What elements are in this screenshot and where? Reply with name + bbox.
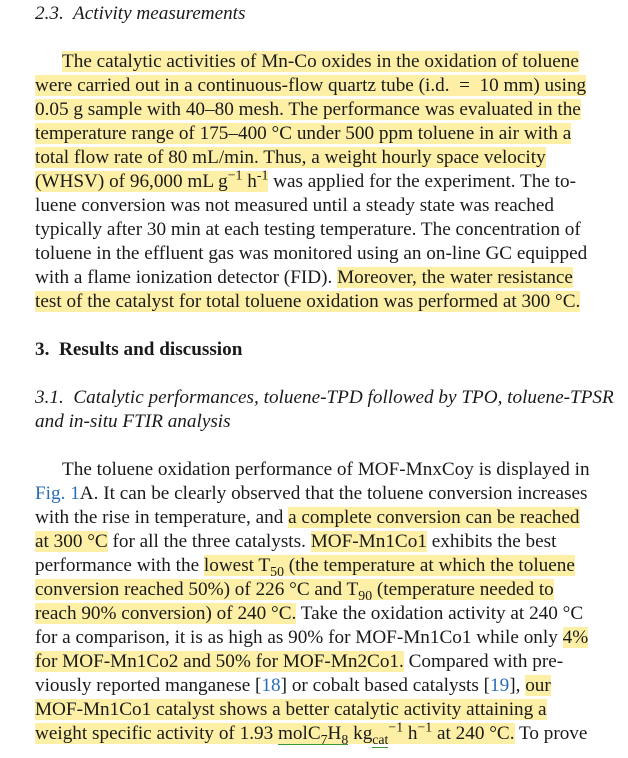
paragraph-line: conversion reached 50%) of 226 °C and $T_{90}$ (temperature needed to bbox=[35, 579, 554, 603]
paragraph-line: weight specific activity of 1.93 $molC_7H_8$ $kg_{cat}^{-1}$ $h^{-1}$ at 240 °C. To prove bbox=[35, 719, 588, 747]
paragraph-line: temperature range of 175–400 °C under 500 ppm toluene in air with a bbox=[35, 123, 572, 144]
paragraph-line: Fig. 1A. It can be clearly observed that the toluene conversion increases bbox=[35, 483, 588, 504]
paragraph-line: at 300 °C for all the three catalysts. MOF-Mn1Co1 exhibits the best bbox=[35, 531, 557, 552]
paragraph-line: for MOF-Mn1Co2 and 50% for MOF-Mn2Co1. Compared with pre- bbox=[35, 651, 564, 672]
paragraph-line: reach 90% conversion) of 240 °C. Take the oxidation activity at 240 °C bbox=[35, 603, 584, 624]
paragraph-line: with a flame ionization detector (FID). Moreover, the water resistance bbox=[35, 267, 573, 288]
paragraph-line: toluene in the effluent gas was monitored using an on-line GC equipped bbox=[35, 243, 588, 264]
paragraph-line: total flow rate of 80 mL/min. Thus, a weight hourly space velocity bbox=[35, 147, 546, 168]
paragraph-line: MOF-Mn1Co1 catalyst shows a better catalytic activity attaining a bbox=[35, 699, 547, 720]
paragraph-line: were carried out in a continuous-flow quartz tube (i.d. = 10 mm) using bbox=[35, 75, 587, 96]
paragraph-line: for a comparison, it is as high as 90% for MOF-Mn1Co1 while only 4% bbox=[35, 627, 589, 648]
paragraph-line: The catalytic activities of Mn-Co oxides in the oxidation of toluene bbox=[62, 51, 579, 72]
section-heading-3: 3. Results and discussion bbox=[35, 339, 243, 360]
figure-link[interactable]: Fig. 1 bbox=[35, 483, 80, 504]
section-heading-3-1: and in-situ FTIR analysis bbox=[35, 411, 231, 432]
paragraph-line: 0.05 g sample with 40–80 mesh. The performance was evaluated in the bbox=[35, 99, 581, 120]
reference-link[interactable]: 19 bbox=[490, 675, 510, 696]
section-heading-3-1: 3.1. Catalytic performances, toluene-TPD followed by TPO, toluene-TPSR bbox=[35, 387, 614, 408]
paragraph-line: The toluene oxidation performance of MOF-MnxCoy is displayed in bbox=[62, 459, 590, 480]
paragraph-line: with the rise in temperature, and a complete conversion can be reached bbox=[35, 507, 580, 528]
paragraph-line: test of the catalyst for total toluene oxidation was performed at 300 °C. bbox=[35, 291, 581, 312]
paragraph-line: typically after 30 min at each testing temperature. The concentration of bbox=[35, 219, 581, 240]
paragraph-line: viously reported manganese [18] or cobalt based catalysts [19], our bbox=[35, 675, 551, 696]
reference-link[interactable]: 18 bbox=[261, 675, 281, 696]
paragraph-line: performance with the lowest $T_{50}$ (the temperature at which the toluene bbox=[35, 555, 575, 579]
paragraph-line: luene conversion was not measured until a steady state was reached bbox=[35, 195, 554, 216]
section-heading-2-3: 2.3. Activity measurements bbox=[35, 3, 246, 24]
paragraph-line: (WHSV) of 96,000 mL $g^{-1}$ $h^{-1}$ was applied for the experiment. The to- bbox=[35, 167, 576, 192]
